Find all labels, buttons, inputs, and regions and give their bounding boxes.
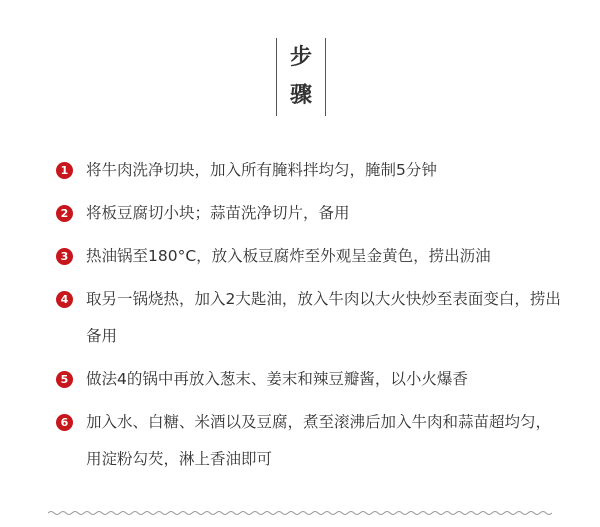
title-right-rule: [325, 38, 326, 116]
step-number-badge: 6: [56, 414, 73, 431]
step-number-badge: 2: [56, 205, 73, 222]
step-item-2: [56, 195, 566, 232]
title-char-1: 步: [289, 44, 312, 70]
step-number-badge: 5: [56, 371, 73, 388]
step-text: 取另一锅烧热，加入2大匙油，放入牛肉以大火快炒至表面变白，捞出备用: [86, 290, 561, 345]
step-item-4: [56, 281, 566, 355]
wavy-divider: [48, 508, 552, 518]
section-title: [276, 38, 326, 116]
step-text: 加入水、白糖、米酒以及豆腐，煮至滚沸后加入牛肉和蒜苗超均匀，用淀粉勾芡，淋上香油即可: [86, 413, 552, 468]
step-item-3: [56, 238, 566, 275]
step-number-badge: 3: [56, 248, 73, 265]
step-item-1: [56, 152, 566, 189]
step-number-badge: 1: [56, 162, 73, 179]
steps-list: [56, 152, 566, 484]
step-text: 将板豆腐切小块；蒜苗洗净切片，备用: [86, 204, 350, 222]
title-char-2: 骤: [289, 82, 312, 108]
step-item-5: [56, 361, 566, 398]
step-text: 将牛肉洗净切块，加入所有腌料拌均匀，腌制5分钟: [86, 161, 437, 179]
step-item-6: [56, 404, 566, 478]
step-text: 做法4的锅中再放入葱末、姜末和辣豆瓣酱，以小火爆香: [86, 370, 468, 388]
step-text: 热油锅至180°C，放入板豆腐炸至外观呈金黄色，捞出沥油: [86, 247, 491, 265]
step-number-badge: 4: [56, 291, 73, 308]
